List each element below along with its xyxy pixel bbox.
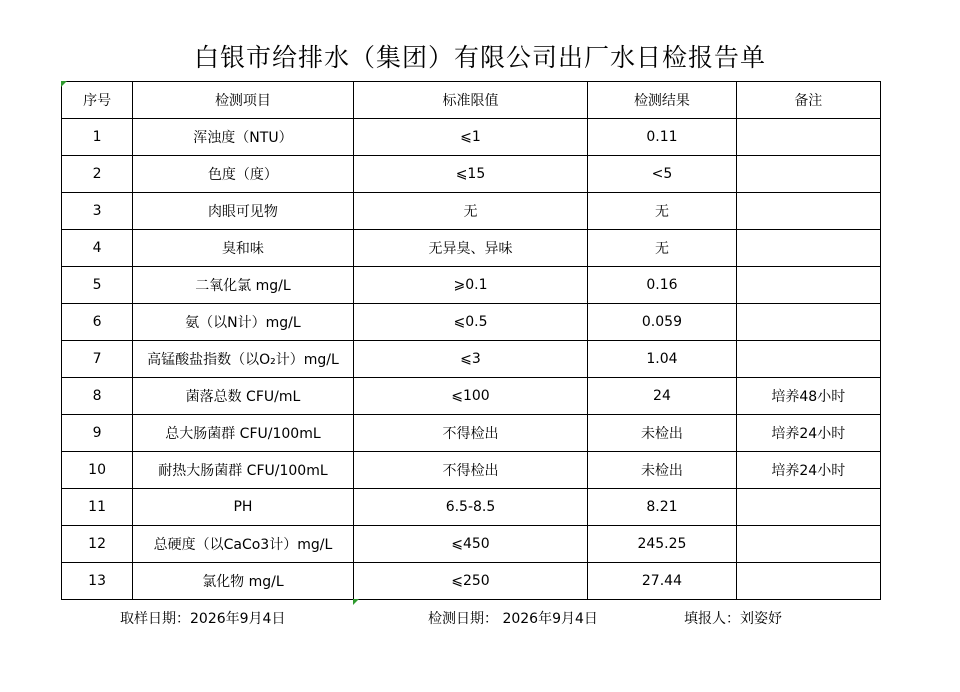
standard-limit: 无异臭、异味 bbox=[353, 230, 588, 267]
table-row bbox=[62, 230, 881, 267]
table-row bbox=[62, 119, 881, 156]
test-item: 色度（度） bbox=[133, 156, 354, 193]
header-note: 备注 bbox=[736, 82, 880, 119]
header-row bbox=[62, 82, 881, 119]
table-row bbox=[62, 489, 881, 526]
remark bbox=[736, 230, 880, 267]
row-number: 8 bbox=[62, 378, 133, 415]
row-number: 1 bbox=[62, 119, 133, 156]
row-number: 3 bbox=[62, 193, 133, 230]
table-row bbox=[62, 452, 881, 489]
remark: 培养24小时 bbox=[736, 452, 880, 489]
header-limit: 标准限值 bbox=[353, 82, 588, 119]
test-date: 检测日期： 2026年9月4日 bbox=[428, 611, 598, 627]
standard-limit: 6.5-8.5 bbox=[353, 489, 588, 526]
table-row bbox=[62, 378, 881, 415]
header-result: 检测结果 bbox=[588, 82, 736, 119]
remark bbox=[736, 489, 880, 526]
remark bbox=[736, 304, 880, 341]
test-result: 无 bbox=[588, 193, 736, 230]
test-item: 菌落总数 CFU/mL bbox=[133, 378, 354, 415]
test-item: 耐热大肠菌群 CFU/100mL bbox=[133, 452, 354, 489]
standard-limit: ⩽1 bbox=[353, 119, 588, 156]
test-item: 肉眼可见物 bbox=[133, 193, 354, 230]
test-result: 24 bbox=[588, 378, 736, 415]
sample-date: 取样日期：2026年9月4日 bbox=[120, 611, 286, 627]
remark bbox=[736, 267, 880, 304]
remark bbox=[736, 193, 880, 230]
table-row bbox=[62, 267, 881, 304]
table-row bbox=[62, 156, 881, 193]
remark: 培养24小时 bbox=[736, 415, 880, 452]
remark bbox=[736, 119, 880, 156]
row-number: 13 bbox=[62, 563, 133, 600]
table-row bbox=[62, 304, 881, 341]
table-row bbox=[62, 526, 881, 563]
row-number: 2 bbox=[62, 156, 133, 193]
standard-limit: 不得检出 bbox=[353, 452, 588, 489]
test-item: 总硬度（以CaCo3计）mg/L bbox=[133, 526, 354, 563]
test-item: PH bbox=[133, 489, 354, 526]
test-result: 27.44 bbox=[588, 563, 736, 600]
reporter: 填报人：刘姿妤 bbox=[684, 611, 782, 627]
standard-limit: 不得检出 bbox=[353, 415, 588, 452]
row-number: 12 bbox=[62, 526, 133, 563]
test-item: 氨（以N计）mg/L bbox=[133, 304, 354, 341]
header-no: 序号 bbox=[62, 82, 133, 119]
test-item: 总大肠菌群 CFU/100mL bbox=[133, 415, 354, 452]
test-item: 氯化物 mg/L bbox=[133, 563, 354, 600]
test-result: <5 bbox=[588, 156, 736, 193]
row-number: 10 bbox=[62, 452, 133, 489]
test-result: 未检出 bbox=[588, 452, 736, 489]
test-result: 无 bbox=[588, 230, 736, 267]
standard-limit: ⩽250 bbox=[353, 563, 588, 600]
remark bbox=[736, 156, 880, 193]
test-result: 0.059 bbox=[588, 304, 736, 341]
row-number: 6 bbox=[62, 304, 133, 341]
test-item: 二氧化氯 mg/L bbox=[133, 267, 354, 304]
standard-limit: ⩽450 bbox=[353, 526, 588, 563]
row-number: 11 bbox=[62, 489, 133, 526]
row-number: 7 bbox=[62, 341, 133, 378]
remark: 培养48小时 bbox=[736, 378, 880, 415]
header-item: 检测项目 bbox=[133, 82, 354, 119]
test-item: 高锰酸盐指数（以O₂计）mg/L bbox=[133, 341, 354, 378]
test-result: 0.11 bbox=[588, 119, 736, 156]
row-number: 5 bbox=[62, 267, 133, 304]
standard-limit: ⩽100 bbox=[353, 378, 588, 415]
test-item: 臭和味 bbox=[133, 230, 354, 267]
table-row bbox=[62, 415, 881, 452]
table-row bbox=[62, 341, 881, 378]
cell-marker-icon bbox=[61, 81, 67, 87]
table-row bbox=[62, 193, 881, 230]
test-result: 未检出 bbox=[588, 415, 736, 452]
report-title: 白银市给排水（集团）有限公司出厂水日检报告单 bbox=[193, 43, 766, 72]
remark bbox=[736, 341, 880, 378]
test-result: 8.21 bbox=[588, 489, 736, 526]
table-row bbox=[62, 563, 881, 600]
standard-limit: 无 bbox=[353, 193, 588, 230]
standard-limit: ⩾0.1 bbox=[353, 267, 588, 304]
test-result: 0.16 bbox=[588, 267, 736, 304]
test-result: 245.25 bbox=[588, 526, 736, 563]
remark bbox=[736, 526, 880, 563]
remark bbox=[736, 563, 880, 600]
test-result: 1.04 bbox=[588, 341, 736, 378]
cell-marker-icon bbox=[353, 599, 359, 605]
standard-limit: ⩽3 bbox=[353, 341, 588, 378]
test-item: 浑浊度（NTU） bbox=[133, 119, 354, 156]
standard-limit: ⩽15 bbox=[353, 156, 588, 193]
row-number: 9 bbox=[62, 415, 133, 452]
standard-limit: ⩽0.5 bbox=[353, 304, 588, 341]
report-table bbox=[61, 81, 881, 600]
row-number: 4 bbox=[62, 230, 133, 267]
